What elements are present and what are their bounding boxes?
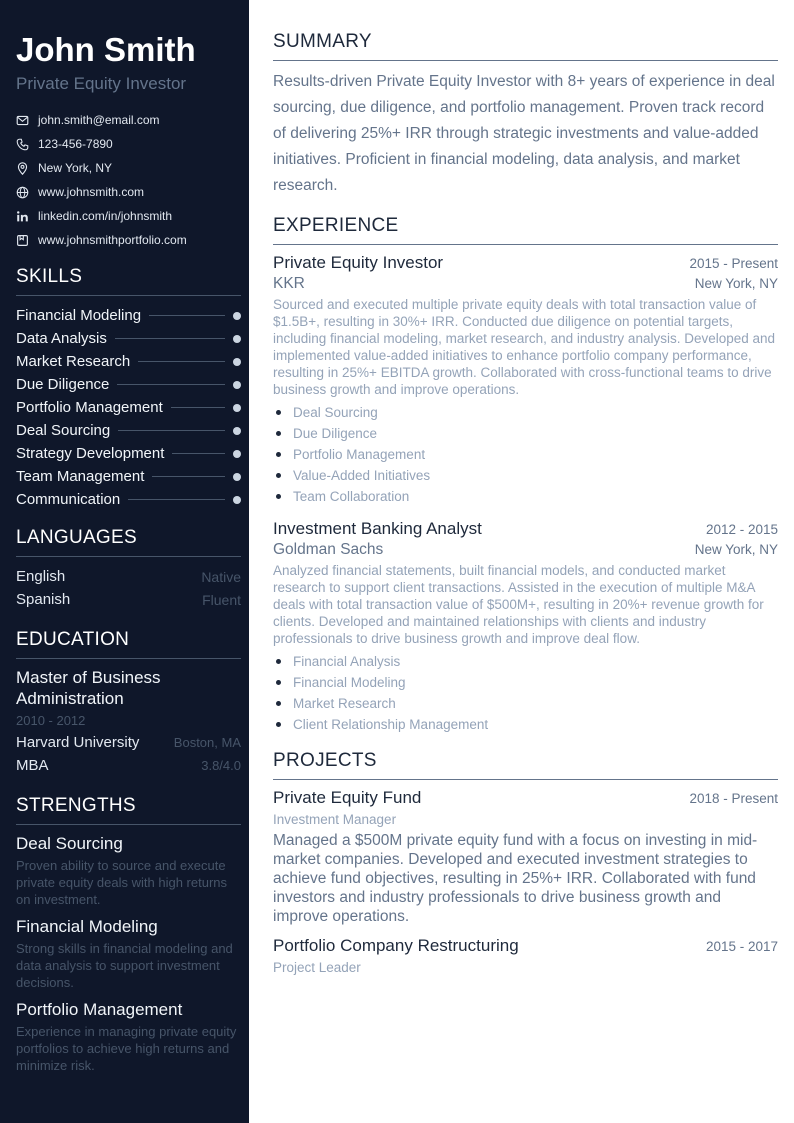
project-role: Investment Manager	[273, 812, 397, 827]
skill-line	[149, 315, 225, 316]
skill-label: Market Research	[16, 353, 131, 370]
skill-line	[117, 384, 225, 385]
language-item	[16, 588, 241, 611]
project-dates: 2015 - 2017	[705, 939, 778, 954]
strength-desc: Strong skills in financial modeling and data analysis to support investment decisions.	[16, 941, 233, 990]
project-dates: 2018 - Present	[689, 791, 778, 806]
contact-portfolio[interactable]	[16, 228, 241, 252]
job-entry	[273, 253, 778, 507]
skill-label: Strategy Development	[16, 445, 165, 462]
job-company: KKR	[273, 275, 305, 292]
skill-line	[118, 430, 225, 431]
education-degree: Master of Business Administration	[16, 668, 161, 708]
bullet-icon	[276, 494, 281, 499]
job-location: New York, NY	[694, 276, 778, 291]
contact-website[interactable]	[16, 180, 241, 204]
skill-item	[16, 327, 241, 350]
skill-line	[171, 407, 225, 408]
contact-text: www.johnsmithportfolio.com	[38, 233, 187, 247]
skill-dot	[233, 335, 241, 343]
project-entry	[273, 788, 778, 926]
list-item	[273, 423, 778, 444]
contact-text: linkedin.com/in/johnsmith	[38, 209, 173, 223]
skill-dot	[233, 427, 241, 435]
highlight-text: Portfolio Management	[293, 447, 426, 462]
job-title: Private Equity Investor	[273, 253, 444, 272]
list-item	[273, 465, 778, 486]
strength-title: Portfolio Management	[16, 1000, 183, 1019]
globe-icon	[16, 186, 29, 199]
education-program: MBA	[16, 757, 49, 774]
job-description: Sourced and executed multiple private equity deals with total transaction value of $1.5B+, resulting in 30%+ IRR. Conducted due diligence on potential targets, including financial modeling, market research, and industry analysis. Developed and implemented value-added initiatives to enhance portfolio company performance, resulting in 25%+ EBITDA growth. Collaborated with cross-functional teams to drive business growth and improve operations.	[273, 297, 776, 397]
skill-line	[128, 499, 225, 500]
contact-text: john.smith@email.com	[38, 113, 160, 127]
skill-item	[16, 419, 241, 442]
job-entry	[273, 519, 778, 735]
language-name: English	[16, 568, 66, 585]
job-dates: 2012 - 2015	[705, 522, 778, 537]
skill-label: Due Diligence	[16, 376, 110, 393]
list-item	[273, 672, 778, 693]
list-item	[273, 714, 778, 735]
experience-heading: EXPERIENCE	[273, 214, 778, 245]
skills-heading: SKILLS	[16, 266, 241, 296]
main-content	[273, 30, 778, 985]
language-name: Spanish	[16, 591, 71, 608]
skill-dot	[233, 358, 241, 366]
strength-item	[16, 916, 241, 991]
education-school-row	[16, 731, 241, 754]
skill-dot	[233, 312, 241, 320]
strength-item	[16, 999, 241, 1074]
skill-line	[172, 453, 225, 454]
contact-list	[16, 108, 241, 252]
skill-line	[138, 361, 225, 362]
project-role: Project Leader	[273, 960, 361, 975]
candidate-role: Private Equity Investor	[16, 74, 187, 93]
strength-title: Deal Sourcing	[16, 834, 123, 853]
skill-label: Deal Sourcing	[16, 422, 111, 439]
skill-line	[152, 476, 225, 477]
education-heading: EDUCATION	[16, 629, 241, 659]
list-item	[273, 444, 778, 465]
skill-label: Communication	[16, 491, 121, 508]
job-title: Investment Banking Analyst	[273, 519, 482, 538]
project-title: Portfolio Company Restructuring	[273, 936, 519, 955]
highlight-text: Value-Added Initiatives	[293, 468, 431, 483]
job-highlights	[273, 402, 778, 507]
strength-item	[16, 833, 241, 908]
bullet-icon	[276, 431, 281, 436]
skill-dot	[233, 496, 241, 504]
job-description: Analyzed financial statements, built financial models, and conducted market research to support client transactions. Assisted in the execution of multiple M&A deals with total transaction value of $500M+, resulting in 20%+ revenue growth for clients. Developed and maintained relationships with clients and industry professionals to drive business growth and improve deal flow.	[273, 563, 764, 646]
bullet-icon	[276, 701, 281, 706]
email-icon	[16, 114, 29, 127]
education-program-row	[16, 754, 241, 777]
skill-item	[16, 396, 241, 419]
education-location: Boston, MA	[173, 735, 241, 750]
education-years: 2010 - 2012	[16, 713, 86, 728]
summary-heading: SUMMARY	[273, 30, 778, 61]
language-level: Native	[201, 568, 241, 585]
list-item	[273, 486, 778, 507]
list-item	[273, 651, 778, 672]
bullet-icon	[276, 410, 281, 415]
bullet-icon	[276, 722, 281, 727]
location-icon	[16, 162, 29, 175]
job-dates: 2015 - Present	[689, 256, 778, 271]
sidebar	[0, 0, 249, 1123]
skill-label: Team Management	[16, 468, 145, 485]
project-description: Managed a $500M private equity fund with a focus on investing in mid-market companies. Developed and executed investment strategies to achieve fund objectives, resulting in 25%+ IRR. Collaborated with fund investors and industry professionals to drive business growth and improve operations.	[273, 832, 758, 925]
language-item	[16, 565, 241, 588]
highlight-text: Financial Modeling	[293, 675, 406, 690]
project-title: Private Equity Fund	[273, 788, 422, 807]
skill-dot	[233, 381, 241, 389]
skill-item	[16, 465, 241, 488]
contact-text: 123-456-7890	[38, 137, 113, 151]
strength-title: Financial Modeling	[16, 917, 158, 936]
highlight-text: Deal Sourcing	[293, 405, 378, 420]
list-item	[273, 402, 778, 423]
bullet-icon	[276, 680, 281, 685]
highlight-text: Financial Analysis	[293, 654, 401, 669]
strength-desc: Proven ability to source and execute private equity deals with high returns on investment.	[16, 858, 228, 907]
language-level: Fluent	[202, 591, 241, 608]
strength-desc: Experience in managing private equity portfolios to achieve high returns and minimize risk.	[16, 1024, 237, 1073]
job-highlights	[273, 651, 778, 735]
skill-label: Portfolio Management	[16, 399, 163, 416]
skill-item	[16, 488, 241, 511]
skill-label: Data Analysis	[16, 330, 107, 347]
contact-linkedin[interactable]	[16, 204, 241, 228]
contact-text: www.johnsmith.com	[38, 185, 145, 199]
skill-item	[16, 350, 241, 373]
contact-text: New York, NY	[38, 161, 113, 175]
bullet-icon	[276, 452, 281, 457]
skill-item	[16, 373, 241, 396]
phone-icon	[16, 138, 29, 151]
skill-label: Financial Modeling	[16, 307, 142, 324]
education-gpa: 3.8/4.0	[201, 758, 241, 773]
strengths-heading: STRENGTHS	[16, 795, 241, 825]
skill-dot	[233, 404, 241, 412]
highlight-text: Client Relationship Management	[293, 717, 489, 732]
highlight-text: Due Diligence	[293, 426, 378, 441]
highlight-text: Team Collaboration	[293, 489, 410, 504]
list-item	[273, 693, 778, 714]
skill-dot	[233, 473, 241, 481]
linkedin-icon	[16, 210, 29, 223]
highlight-text: Market Research	[293, 696, 396, 711]
bullet-icon	[276, 659, 281, 664]
skills-list	[16, 304, 241, 511]
portfolio-icon	[16, 234, 29, 247]
contact-location	[16, 156, 241, 180]
skill-item	[16, 304, 241, 327]
projects-heading: PROJECTS	[273, 749, 778, 780]
education-school: Harvard University	[16, 734, 140, 751]
bullet-icon	[276, 473, 281, 478]
job-company: Goldman Sachs	[273, 541, 384, 558]
project-entry	[273, 936, 778, 975]
candidate-name: John Smith	[16, 31, 196, 68]
summary-text: Results-driven Private Equity Investor with 8+ years of experience in deal sourcing, due diligence, and portfolio management. Proven track record of delivering 25%+ IRR through strategic investments and value-added initiatives. Proficient in financial modeling, data analysis, and market research.	[273, 73, 775, 194]
skill-item	[16, 442, 241, 465]
job-location: New York, NY	[694, 542, 778, 557]
contact-phone[interactable]	[16, 132, 241, 156]
skill-dot	[233, 450, 241, 458]
skill-line	[115, 338, 225, 339]
languages-heading: LANGUAGES	[16, 527, 241, 557]
contact-email[interactable]	[16, 108, 241, 132]
